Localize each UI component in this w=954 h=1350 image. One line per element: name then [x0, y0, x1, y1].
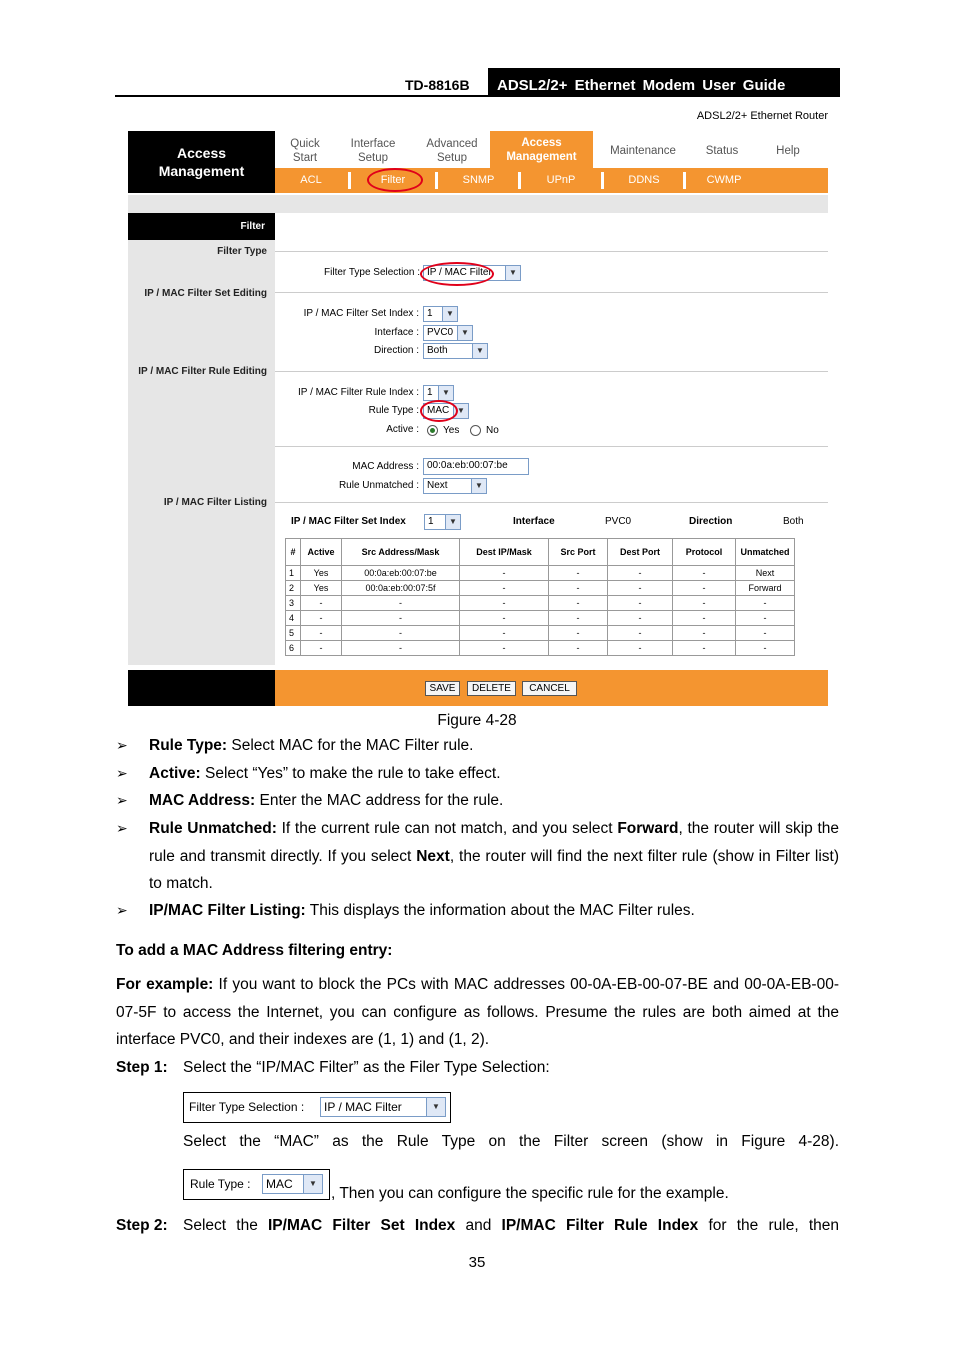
table-cell: 2 — [286, 581, 301, 596]
section-title-line2: Management — [158, 163, 245, 179]
nav-help[interactable] — [758, 131, 818, 171]
bullet-arrow-icon: ➢ — [116, 902, 128, 918]
chevron-down-icon: ▼ — [505, 266, 520, 280]
chevron-down-icon: ▼ — [303, 1175, 322, 1193]
snippet-select — [320, 1097, 446, 1117]
left-label-filter-type: Filter Type — [217, 246, 267, 257]
table-cell: - — [673, 641, 736, 656]
bullet-text: Select MAC for the MAC Filter rule. — [227, 737, 474, 754]
table-header-row — [286, 539, 795, 566]
divider — [275, 446, 828, 447]
listing-direction-value: Both — [783, 516, 804, 527]
header-rule — [115, 95, 840, 97]
chevron-down-icon: ▼ — [457, 326, 472, 340]
table-cell: - — [460, 566, 549, 581]
subnav-separator — [435, 172, 438, 189]
column-header: Src Address/Mask — [342, 539, 460, 566]
listing-set-index-value: 1 — [428, 516, 434, 527]
set-index-value: 1 — [427, 308, 433, 319]
table-cell: 3 — [286, 596, 301, 611]
bullet-term: Rule Type: — [149, 737, 228, 754]
rule-unmatched-label: Rule Unmatched : — [338, 480, 419, 491]
add-entry-heading: To add a MAC Address filtering entry: — [116, 942, 393, 959]
interface-select[interactable] — [423, 325, 473, 341]
table-cell: - — [549, 566, 608, 581]
nav-quick-start[interactable] — [275, 131, 335, 171]
column-header: Protocol — [673, 539, 736, 566]
example-term: For example: — [116, 976, 214, 993]
step1-text2: Select the “MAC” as the Rule Type on the Filter screen (show in Figure 4-28). — [183, 1133, 839, 1150]
set-index-select[interactable] — [423, 306, 458, 322]
nav-label: Start — [292, 152, 318, 164]
table-cell: - — [736, 596, 795, 611]
divider — [275, 251, 828, 252]
bullet-arrow-icon: ➢ — [116, 792, 128, 808]
filter-type-label: Filter Type Selection : — [324, 267, 420, 278]
table-cell: - — [736, 611, 795, 626]
step2-part: and — [455, 1217, 502, 1234]
table-cell: Forward — [736, 581, 795, 596]
table-cell: - — [342, 641, 460, 656]
listing-interface-value: PVC0 — [605, 516, 632, 527]
bullet-rule-unmatched — [149, 815, 839, 898]
nav-label: Help — [776, 145, 800, 157]
chevron-down-icon: ▼ — [426, 1098, 445, 1116]
table-cell: - — [673, 626, 736, 641]
section-title-line1: Access — [176, 145, 227, 161]
rule-unmatched-select[interactable] — [423, 478, 487, 494]
listing-direction-label: Direction — [689, 516, 733, 527]
left-label-listing: IP / MAC Filter Listing — [163, 497, 267, 508]
nav-advanced-setup[interactable] — [412, 131, 492, 171]
subnav-acl[interactable]: ACL — [300, 174, 322, 186]
table-cell: - — [549, 581, 608, 596]
direction-value: Both — [427, 345, 448, 356]
table-cell: 1 — [286, 566, 301, 581]
table-cell: - — [301, 641, 342, 656]
table-cell: - — [460, 641, 549, 656]
table-cell: - — [608, 611, 673, 626]
table-cell: - — [608, 641, 673, 656]
mac-address-label: MAC Address : — [352, 461, 419, 472]
nav-maintenance[interactable] — [596, 131, 690, 171]
table-cell: - — [460, 596, 549, 611]
table-row — [286, 596, 795, 611]
table-row — [286, 566, 795, 581]
rule-index-select[interactable] — [423, 385, 454, 401]
table-cell: - — [301, 626, 342, 641]
save-button[interactable]: SAVE — [425, 681, 460, 696]
router-footer-left — [128, 670, 275, 706]
filter-listing-table — [285, 538, 795, 656]
step1-text: Select the “IP/MAC Filter” as the Filer Type Selection: — [183, 1059, 550, 1076]
router-subnav — [275, 168, 828, 193]
listing-interface-label: Interface — [513, 516, 555, 527]
bullet-text: Enter the MAC address for the rule. — [255, 792, 504, 809]
router-left-panel — [128, 213, 275, 665]
example-paragraph — [116, 971, 839, 1054]
table-cell: - — [549, 596, 608, 611]
snippet-select — [262, 1174, 323, 1194]
nav-status[interactable] — [691, 131, 753, 171]
bullet-rule-type — [149, 732, 839, 760]
bullet-term: MAC Address: — [149, 792, 256, 809]
table-cell: 00:0a:eb:00:07:be — [342, 566, 460, 581]
active-no-label: No — [486, 425, 499, 436]
chevron-down-icon: ▼ — [453, 404, 468, 418]
table-cell: 6 — [286, 641, 301, 656]
chevron-down-icon: ▼ — [471, 479, 486, 493]
table-cell: - — [608, 596, 673, 611]
snippet-label: Rule Type : — [190, 1177, 251, 1191]
subnav-separator — [518, 172, 521, 189]
router-spacer — [128, 195, 828, 213]
table-cell: - — [608, 626, 673, 641]
rule-unmatched-value: Next — [427, 480, 448, 491]
mac-address-input[interactable]: 00:0a:eb:00:07:be — [423, 458, 529, 475]
nav-label: Maintenance — [610, 145, 676, 157]
left-label-set-editing: IP / MAC Filter Set Editing — [144, 288, 267, 299]
step2-part: Select the — [183, 1217, 268, 1234]
nav-label: Setup — [436, 152, 468, 164]
divider — [275, 502, 828, 503]
table-cell: - — [673, 581, 736, 596]
set-index-label: IP / MAC Filter Set Index : — [303, 308, 419, 319]
nav-label: Setup — [357, 152, 389, 164]
interface-value: PVC0 — [427, 327, 454, 338]
cancel-button[interactable]: CANCEL — [522, 681, 577, 696]
table-cell: 00:0a:eb:00:07:5f — [342, 581, 460, 596]
bullet-bold: Forward — [617, 820, 679, 837]
table-cell: - — [736, 626, 795, 641]
subnav-separator — [683, 172, 686, 189]
column-header: Unmatched — [736, 539, 795, 566]
direction-label: Direction : — [373, 345, 419, 356]
table-cell: - — [460, 611, 549, 626]
column-header: Active — [301, 539, 342, 566]
table-row — [286, 581, 795, 596]
interface-label: Interface : — [374, 327, 419, 338]
snippet-value: IP / MAC Filter — [324, 1100, 402, 1114]
divider — [275, 292, 828, 293]
active-no-radio[interactable] — [470, 425, 481, 436]
filter-type-value: IP / MAC Filter — [427, 267, 492, 278]
step1-label: Step 1: — [116, 1059, 168, 1076]
header-model: TD-8816B — [405, 77, 470, 93]
subnav-ddns[interactable]: DDNS — [628, 174, 660, 186]
header-title: ADSL2/2+ Ethernet Modem User Guide — [488, 68, 840, 96]
table-cell: - — [342, 596, 460, 611]
direction-select[interactable] — [423, 343, 488, 359]
bullet-mac-address — [149, 787, 839, 815]
nav-label: Quick — [290, 138, 320, 150]
table-cell: - — [460, 581, 549, 596]
active-yes-radio[interactable] — [427, 425, 438, 436]
delete-button[interactable]: DELETE — [467, 681, 516, 696]
rule-index-label: IP / MAC Filter Rule Index : — [298, 387, 419, 398]
listing-set-index-select[interactable] — [424, 514, 461, 530]
table-cell: - — [549, 641, 608, 656]
table-cell: 4 — [286, 611, 301, 626]
table-cell: - — [673, 566, 736, 581]
snippet-label: Filter Type Selection : — [189, 1100, 305, 1114]
nav-label: Management — [506, 150, 577, 163]
step2-bold: IP/MAC Filter Rule Index — [501, 1217, 699, 1234]
nav-label: Advanced — [426, 138, 478, 150]
nav-access-management[interactable] — [490, 131, 593, 168]
bullet-term: Rule Unmatched: — [149, 820, 277, 837]
bullet-arrow-icon: ➢ — [116, 820, 128, 836]
table-cell: Yes — [301, 581, 342, 596]
subnav-upnp[interactable]: UPnP — [546, 174, 576, 186]
router-topbar — [128, 131, 828, 193]
subnav-separator — [601, 172, 604, 189]
rule-index-value: 1 — [427, 387, 433, 398]
rule-type-snippet — [183, 1169, 330, 1200]
column-header: Dest Port — [608, 539, 673, 566]
table-cell: - — [736, 641, 795, 656]
table-cell: Next — [736, 566, 795, 581]
chevron-down-icon: ▼ — [438, 386, 453, 400]
nav-interface-setup[interactable] — [337, 131, 409, 171]
nav-label: Status — [705, 145, 739, 157]
bullet-listing — [149, 897, 839, 925]
nav-label: Interface — [350, 138, 396, 150]
table-cell: - — [460, 626, 549, 641]
rule-type-value: MAC — [427, 405, 450, 416]
column-header: Dest IP/Mask — [460, 539, 549, 566]
highlight-circle — [367, 168, 423, 192]
chevron-down-icon: ▼ — [472, 344, 487, 358]
bullet-arrow-icon: ➢ — [116, 737, 128, 753]
step2-label: Step 2: — [116, 1217, 168, 1234]
router-brand: ADSL2/2+ Ethernet Router — [696, 110, 828, 122]
bullet-bold: Next — [416, 847, 450, 865]
example-text: If you want to block the PCs with MAC addresses 00-0A-EB-00-07-BE and 00-0A-EB-00-07-5F to access the Internet, you can configure as follows. Presume the rules are both aimed at the interface PVC0, and their indexes are (1, 1) and (1, 2). — [116, 976, 839, 1048]
table-cell: - — [342, 626, 460, 641]
step2-bold: IP/MAC Filter Set Index — [268, 1217, 456, 1234]
bullet-text: If the current rule can not match, and you select — [276, 820, 618, 837]
subnav-separator — [348, 172, 351, 189]
table-cell: - — [673, 611, 736, 626]
chevron-down-icon: ▼ — [445, 515, 460, 529]
listing-set-index-label: IP / MAC Filter Set Index — [291, 516, 406, 527]
bullet-active — [149, 760, 839, 788]
table-cell: - — [608, 581, 673, 596]
table-cell: - — [673, 596, 736, 611]
bullet-text: This displays the information about the MAC Filter rules. — [305, 902, 695, 919]
column-header: # — [286, 539, 301, 566]
divider — [275, 371, 828, 372]
step2-part: for the rule, then — [698, 1217, 839, 1234]
subnav-filter[interactable]: Filter — [380, 174, 406, 186]
table-row — [286, 626, 795, 641]
bullet-text: , the router will skip the rule and transmit directly. If you select — [149, 820, 840, 865]
highlight-circle — [420, 262, 494, 286]
router-screenshot — [128, 110, 828, 706]
active-yes-label: Yes — [443, 425, 460, 436]
bullet-text: , the router will find the next filter rule (show in Filter list) to match. — [149, 847, 840, 892]
table-cell: - — [549, 611, 608, 626]
left-label-rule-editing: IP / MAC Filter Rule Editing — [138, 366, 267, 377]
bullet-arrow-icon: ➢ — [116, 765, 128, 781]
table-row — [286, 641, 795, 656]
subnav-snmp[interactable]: SNMP — [462, 174, 495, 186]
table-cell: - — [608, 566, 673, 581]
step2-text — [183, 1216, 839, 1236]
table-cell: - — [549, 626, 608, 641]
table-cell: - — [342, 611, 460, 626]
table-row — [286, 611, 795, 626]
left-head-filter: Filter — [128, 213, 275, 240]
page-number: 35 — [468, 1254, 486, 1271]
active-label: Active : — [386, 424, 419, 435]
subnav-cwmp[interactable]: CWMP — [706, 174, 742, 186]
column-header: Src Port — [549, 539, 608, 566]
rule-type-label: Rule Type : — [368, 405, 419, 416]
filter-type-snippet — [183, 1092, 451, 1123]
highlight-circle — [420, 400, 458, 422]
bullet-term: Active: — [149, 765, 201, 782]
router-section-title — [128, 131, 275, 193]
table-body — [286, 566, 795, 656]
bullet-term: IP/MAC Filter Listing: — [149, 902, 306, 919]
chevron-down-icon: ▼ — [442, 307, 457, 321]
table-cell: - — [301, 596, 342, 611]
table-cell: Yes — [301, 566, 342, 581]
bullet-text: Select “Yes” to make the rule to take effect. — [200, 765, 501, 782]
nav-label: Access — [521, 136, 562, 149]
table-cell: - — [301, 611, 342, 626]
step1-text3: , Then you can configure the specific rule for the example. — [331, 1185, 729, 1202]
snippet-value: MAC — [266, 1177, 293, 1191]
table-cell: 5 — [286, 626, 301, 641]
figure-caption: Figure 4-28 — [437, 712, 517, 729]
